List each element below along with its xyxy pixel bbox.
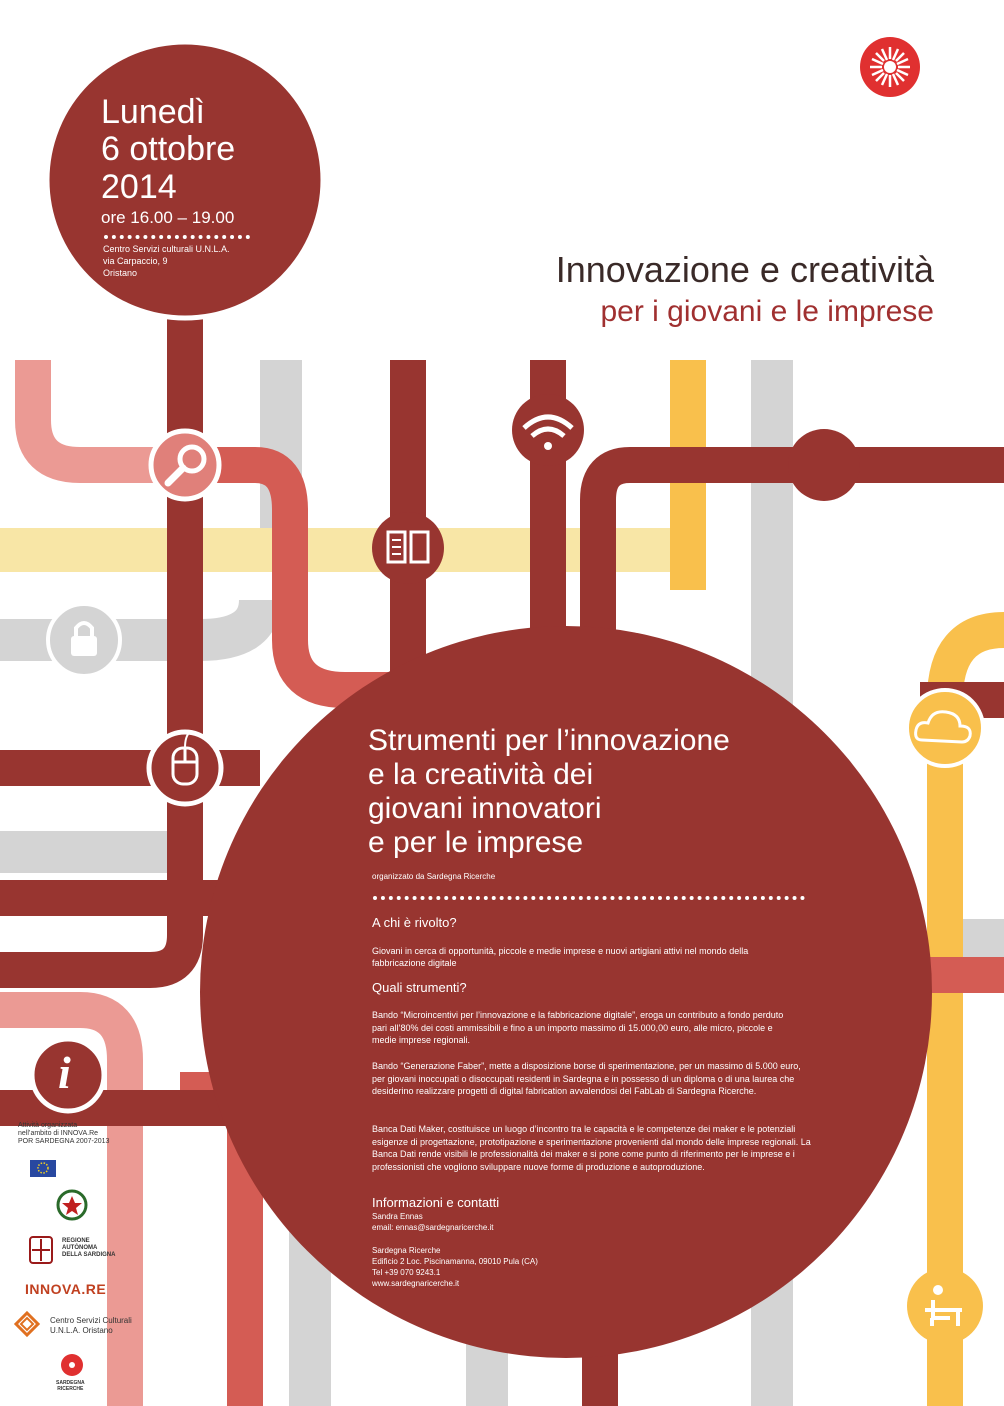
venue-line-1: Centro Servizi culturali U.N.L.A. xyxy=(103,244,230,254)
main-dots-divider xyxy=(373,896,805,900)
tool-generazione-faber: Bando “Generazione Faber”, mette a disposizione borse di sperimentazione, per un massimo di 5.000 euro, per giovani inoccupati o disoccupati residenti in Sardegna e in possesso di un diploma o di una laurea che desiderino realizzare progetti di digital fabrication avvalendosi del FabLab di Sardegna Ricerche. xyxy=(372,1061,801,1096)
event-time: ore 16.00 – 19.00 xyxy=(101,208,235,227)
question-tools: Quali strumenti? xyxy=(372,980,467,995)
event-year: 2014 xyxy=(101,168,177,206)
activity-line-2: nell’ambito di INNOVA.Re xyxy=(18,1130,99,1137)
unla-label xyxy=(50,1316,132,1336)
regione-line-1: REGIONE xyxy=(62,1238,90,1244)
sr-line-1: SARDEGNA xyxy=(56,1380,85,1386)
info-glyph: i xyxy=(58,1047,71,1098)
innova-logo-text: INNOVA.RE xyxy=(25,1281,107,1297)
wifi-icon xyxy=(512,394,584,466)
sun-logo xyxy=(860,37,920,97)
sardegna-ricerche-logo-icon xyxy=(61,1354,83,1376)
regione-line-3: DELLA SARDIGNA xyxy=(62,1252,116,1258)
main-title-line-2: e la creatività dei xyxy=(368,758,594,791)
contacts-heading: Informazioni e contatti xyxy=(372,1195,500,1210)
person-desk-icon xyxy=(907,1268,983,1344)
activity-line-1: Attività organizzata xyxy=(18,1122,78,1129)
venue-line-3: Oristano xyxy=(103,268,138,278)
main-title-line-4: e per le imprese xyxy=(368,826,584,859)
sr-line-2: RICERCHE xyxy=(57,1386,84,1392)
event-day: Lunedì xyxy=(101,93,205,131)
page-subtitle: per i giovani e le imprese xyxy=(600,295,934,328)
cloud-icon xyxy=(907,690,983,766)
venue-line-2: via Carpaccio, 9 xyxy=(103,256,168,266)
org-name: Sardegna Ricerche xyxy=(372,1246,441,1255)
org-address: Edificio 2 Loc. Piscinamanna, 09010 Pula (CA) xyxy=(372,1257,538,1266)
eu-flag-icon xyxy=(30,1160,56,1177)
question-audience: A chi è rivolto? xyxy=(372,915,457,930)
book-icon xyxy=(372,512,444,584)
unla-line-2: U.N.L.A. Oristano xyxy=(50,1326,113,1335)
sardinia-crest-icon xyxy=(30,1237,52,1263)
lock-icon xyxy=(48,604,120,676)
activity-line-3: POR SARDEGNA 2007-2013 xyxy=(18,1138,110,1145)
org-tel: Tel +39 070 9243.1 xyxy=(372,1268,441,1277)
station-dot xyxy=(788,429,860,501)
date-dots-divider xyxy=(104,235,250,239)
organizer-text: organizzato da Sardegna Ricerche xyxy=(372,872,496,881)
activity-note xyxy=(18,1122,109,1146)
regione-line-2: AUTÒNOMA xyxy=(62,1245,98,1251)
search-icon xyxy=(151,431,219,499)
tool-banca-dati-maker: Banca Dati Maker, costituisce un luogo d’incontro tra le capacità e le competenze dei maker e le potenziali esigenze di progettazione, prototipazione e sperimentazione provenienti dal mondo delle imprese regionali. La Banca Dati rende visibili le professionalità dei maker e si pone come punto di riferimento per le imprese e i professionisti che vogliono sviluppare nuove forme di produzione e autoproduzione. xyxy=(372,1124,811,1172)
unla-logo-icon xyxy=(16,1313,38,1335)
sardegna-ricerche-label xyxy=(56,1380,85,1392)
org-website[interactable]: www.sardegnaricerche.it xyxy=(372,1279,460,1288)
answer-audience: Giovani in cerca di opportunità, piccole e medie imprese e nuovi artigiani attivi nel mondo della fabbricazione digitale xyxy=(372,946,749,968)
mouse-icon xyxy=(149,732,221,804)
event-date: 6 ottobre xyxy=(101,130,236,168)
unla-line-1: Centro Servizi Culturali xyxy=(50,1316,132,1325)
regione-label xyxy=(62,1238,115,1259)
italian-emblem-icon xyxy=(58,1191,86,1219)
tool-microincentivi: Bando “Microincentivi per l’innovazione e la fabbricazione digitale”, eroga un contributo a fondo perduto pari all’80% dei costi ammissibili e fino a un importo massimo di 15.000,00 euro, alle micro, piccole e medie imprese regionali. xyxy=(372,1010,784,1045)
main-title-line-3: giovani innovatori xyxy=(368,792,602,825)
main-title-line-1: Strumenti per l’innovazione xyxy=(368,724,730,757)
page-title: Innovazione e creatività xyxy=(555,249,934,290)
contact-email[interactable]: email: ennas@sardegnaricerche.it xyxy=(372,1223,494,1232)
contact-name: Sandra Ennas xyxy=(372,1212,423,1221)
